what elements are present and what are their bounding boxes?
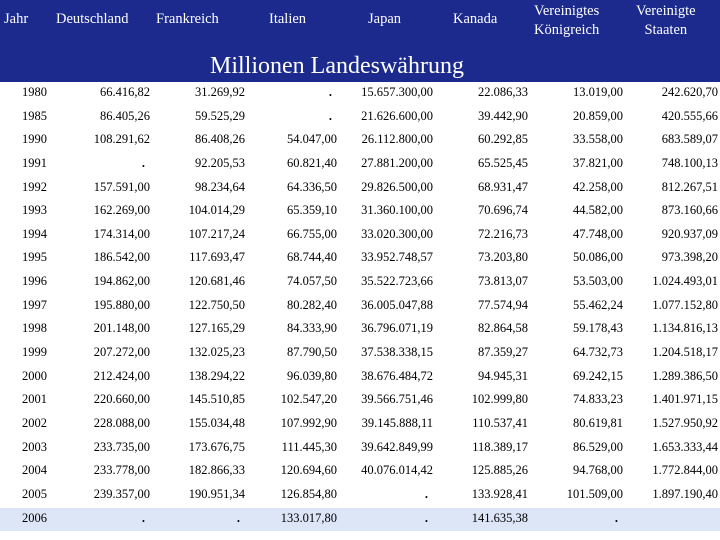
cell-japan: 26.112.800,00: [361, 132, 433, 147]
cell-vereinigtes-koenigreich: 44.582,00: [573, 203, 623, 218]
cell-japan: 15.657.300,00: [361, 85, 433, 99]
year-cell: 1992: [22, 179, 47, 194]
data-table: [0, 82, 720, 531]
cell-deutschland: 233.778,00: [93, 463, 150, 478]
cell-frankreich: 190.951,34: [188, 486, 245, 501]
table-row: [0, 508, 720, 532]
cell-italien: 87.790,50: [287, 345, 337, 360]
cell-vereinigte-staaten: 1.134.816,13: [652, 321, 718, 336]
cell-vereinigte-staaten: 1.204.518,17: [652, 345, 718, 360]
cell-vereinigte-staaten: 1.077.152,80: [652, 297, 718, 312]
year-cell: 1996: [22, 274, 47, 289]
cell-vereinigte-staaten: 1.289.386,50: [652, 368, 718, 383]
cell-italien: 84.333,90: [287, 321, 337, 336]
cell-deutschland: 66.416,82: [100, 85, 150, 99]
cell-japan: 39.145.888,11: [361, 415, 433, 430]
cell-kanada: 68.931,47: [478, 179, 528, 194]
table-row: [0, 224, 720, 248]
table-row: [0, 153, 720, 177]
cell-vereinigtes-koenigreich: 86.529,00: [573, 439, 623, 454]
cell-kanada: 72.216,73: [478, 226, 528, 241]
cell-kanada: 82.864,58: [478, 321, 528, 336]
year-cell: 1999: [22, 345, 47, 360]
table-row: [0, 342, 720, 366]
cell-deutschland: 233.735,00: [93, 439, 150, 454]
cell-frankreich: 59.525,29: [195, 108, 245, 123]
year-cell: 1998: [22, 321, 47, 336]
year-cell: 1991: [22, 155, 47, 170]
cell-vereinigte-staaten: 683.589,07: [661, 132, 718, 147]
cell-frankreich: 86.408,26: [195, 132, 245, 147]
cell-frankreich: 120.681,46: [188, 274, 245, 289]
cell-vereinigte-staaten: 1.653.333,44: [652, 439, 718, 454]
cell-deutschland: 108.291,62: [93, 132, 150, 147]
year-cell: 2003: [22, 439, 47, 454]
year-cell: 1985: [22, 108, 47, 123]
cell-italien: 111.445,30: [281, 439, 337, 454]
cell-italien: 80.282,40: [287, 297, 337, 312]
year-cell: 2004: [22, 463, 47, 478]
year-cell: 1993: [22, 203, 47, 218]
header-japan: Japan: [368, 11, 402, 27]
cell-italien: 126.854,80: [280, 486, 337, 501]
cell-deutschland: 207.272,00: [93, 345, 150, 360]
header-vereinigtes-koenigreich: [534, 2, 599, 40]
table-row: [0, 460, 720, 484]
cell-vereinigtes-koenigreich: 59.178,43: [573, 321, 623, 336]
cell-italien: 107.992,90: [280, 415, 337, 430]
cell-vereinigtes-koenigreich: 101.509,00: [566, 486, 623, 501]
cell-italien: 54.047,00: [287, 132, 337, 147]
cell-kanada: 22.086,33: [478, 85, 528, 99]
table-row: [0, 413, 720, 437]
cell-vereinigte-staaten: 242.620,70: [661, 85, 718, 99]
cell-italien: 65.359,10: [287, 203, 337, 218]
cell-italien: 133.017,80: [280, 510, 337, 525]
cell-frankreich: 155.034,48: [188, 415, 245, 430]
cell-kanada: 87.359,27: [478, 345, 528, 360]
cell-deutschland: 228.088,00: [93, 415, 150, 430]
cell-frankreich: 173.676,75: [188, 439, 245, 454]
cell-vereinigtes-koenigreich: 20.859,00: [573, 108, 623, 123]
cell-kanada: 110.537,41: [472, 415, 528, 430]
year-cell: 2002: [22, 415, 47, 430]
cell-vereinigtes-koenigreich: 94.768,00: [573, 463, 623, 478]
cell-japan: .: [424, 510, 428, 525]
cell-frankreich: 145.510,85: [188, 392, 245, 407]
cell-vereinigtes-koenigreich: 53.503,00: [573, 274, 623, 289]
cell-japan: 21.626.600,00: [361, 108, 433, 123]
cell-italien: 120.694,60: [280, 463, 337, 478]
cell-japan: 33.020.300,00: [361, 226, 433, 241]
cell-italien: 68.744,40: [287, 250, 337, 265]
cell-kanada: 70.696,74: [478, 203, 528, 218]
cell-vereinigte-staaten: 973.398,20: [661, 250, 718, 265]
table-row: [0, 271, 720, 295]
cell-kanada: 133.928,41: [471, 486, 528, 501]
cell-italien: 64.336,50: [287, 179, 337, 194]
year-cell: 1980: [22, 85, 47, 99]
cell-japan: 37.538.338,15: [361, 345, 433, 360]
cell-vereinigte-staaten: 1.897.190,40: [652, 486, 718, 501]
year-cell: 2001: [22, 392, 47, 407]
cell-japan: 36.005.047,88: [361, 297, 433, 312]
cell-kanada: 125.885,26: [471, 463, 528, 478]
cell-deutschland: 195.880,00: [93, 297, 150, 312]
cell-deutschland: 239.357,00: [93, 486, 150, 501]
cell-italien: 60.821,40: [287, 155, 337, 170]
table-row: [0, 484, 720, 508]
cell-deutschland: 220.660,00: [93, 392, 150, 407]
cell-italien: 102.547,20: [280, 392, 337, 407]
cell-frankreich: 98.234,64: [195, 179, 245, 194]
cell-japan: 29.826.500,00: [361, 179, 433, 194]
cell-vereinigte-staaten: 1.401.971,15: [652, 392, 718, 407]
cell-deutschland: 157.591,00: [93, 179, 150, 194]
cell-kanada: 118.389,17: [472, 439, 528, 454]
cell-kanada: 65.525,45: [478, 155, 528, 170]
year-cell: 1990: [22, 132, 47, 147]
cell-kanada: 94.945,31: [478, 368, 528, 383]
header-year: Jahr: [4, 11, 29, 27]
cell-japan: 40.076.014,42: [361, 463, 433, 478]
cell-japan: 31.360.100,00: [361, 203, 433, 218]
cell-vereinigtes-koenigreich: 42.258,00: [573, 179, 623, 194]
cell-frankreich: 132.025,23: [188, 345, 245, 360]
cell-frankreich: 107.217,24: [188, 226, 245, 241]
cell-deutschland: 201.148,00: [93, 321, 150, 336]
table-row: [0, 129, 720, 153]
cell-kanada: 77.574,94: [478, 297, 528, 312]
table-row: [0, 295, 720, 319]
cell-japan: 36.796.071,19: [361, 321, 433, 336]
table-row: [0, 389, 720, 413]
cell-deutschland: 186.542,00: [93, 250, 150, 265]
cell-vereinigte-staaten: 1.527.950,92: [652, 415, 718, 430]
cell-japan: 33.952.748,57: [361, 250, 433, 265]
cell-frankreich: 92.205,53: [195, 155, 245, 170]
cell-vereinigte-staaten: 920.937,09: [661, 226, 718, 241]
cell-frankreich: 122.750,50: [188, 297, 245, 312]
cell-deutschland: .: [141, 155, 145, 170]
cell-frankreich: .: [236, 510, 240, 525]
cell-japan: 39.642.849,99: [361, 439, 433, 454]
cell-frankreich: 138.294,22: [188, 368, 245, 383]
table-row: [0, 200, 720, 224]
table-row: [0, 366, 720, 390]
cell-japan: 39.566.751,46: [361, 392, 433, 407]
year-cell: 2005: [22, 486, 47, 501]
cell-vereinigtes-koenigreich: 37.821,00: [573, 155, 623, 170]
cell-frankreich: 182.866,33: [188, 463, 245, 478]
cell-vereinigte-staaten: 873.160,66: [661, 203, 718, 218]
table-row: [0, 437, 720, 461]
cell-kanada: 73.813,07: [478, 274, 528, 289]
cell-kanada: 60.292,85: [478, 132, 528, 147]
cell-vereinigte-staaten: 748.100,13: [661, 155, 718, 170]
cell-japan: 38.676.484,72: [361, 368, 433, 383]
table-row: [0, 318, 720, 342]
cell-vereinigtes-koenigreich: 50.086,00: [573, 250, 623, 265]
cell-kanada: 102.999,80: [471, 392, 528, 407]
year-cell: 1994: [22, 226, 47, 241]
cell-frankreich: 127.165,29: [188, 321, 245, 336]
cell-vereinigtes-koenigreich: 69.242,15: [573, 368, 623, 383]
cell-japan: .: [424, 486, 428, 501]
cell-vereinigte-staaten: 812.267,51: [661, 179, 718, 194]
cell-vereinigtes-koenigreich: 64.732,73: [573, 345, 623, 360]
cell-vereinigtes-koenigreich: 33.558,00: [573, 132, 623, 147]
cell-vereinigte-staaten: 1.024.493,01: [652, 274, 718, 289]
header-kanada: Kanada: [453, 11, 498, 27]
unit-label: Millionen Landeswährung: [210, 53, 464, 79]
cell-deutschland: 174.314,00: [93, 226, 150, 241]
cell-deutschland: 162.269,00: [93, 203, 150, 218]
cell-vereinigtes-koenigreich: 13.019,00: [573, 85, 623, 99]
cell-italien: 74.057,50: [287, 274, 337, 289]
header-usa-line1: Vereinigte: [636, 3, 696, 19]
cell-vereinigte-staaten: 420.555,66: [661, 108, 718, 123]
cell-vereinigtes-koenigreich: 47.748,00: [573, 226, 623, 241]
table-row: [0, 247, 720, 271]
cell-japan: 27.881.200,00: [361, 155, 433, 170]
cell-deutschland: 194.862,00: [93, 274, 150, 289]
header-usa-line2: Staaten: [644, 22, 688, 38]
cell-kanada: 39.442,90: [478, 108, 528, 123]
table-row: [0, 106, 720, 130]
header-vereinigte-staaten: [636, 2, 696, 40]
cell-italien: .: [328, 108, 332, 123]
header-deutschland: Deutschland: [56, 11, 129, 27]
cell-vereinigtes-koenigreich: 74.833,23: [573, 392, 623, 407]
year-cell: 1995: [22, 250, 47, 265]
table-header: [0, 0, 720, 82]
table-row: [0, 177, 720, 201]
header-italien: Italien: [269, 11, 307, 27]
header-frankreich: Frankreich: [156, 11, 219, 27]
cell-japan: 35.522.723,66: [361, 274, 433, 289]
header-vk-line2: Königreich: [534, 22, 600, 38]
year-cell: 2006: [22, 510, 47, 525]
cell-vereinigtes-koenigreich: 80.619,81: [573, 415, 623, 430]
cell-vereinigtes-koenigreich: .: [614, 510, 618, 525]
year-cell: 2000: [22, 368, 47, 383]
cell-frankreich: 117.693,47: [189, 250, 245, 265]
cell-vereinigtes-koenigreich: 55.462,24: [573, 297, 623, 312]
cell-deutschland: 212.424,00: [93, 368, 150, 383]
cell-italien: .: [328, 85, 332, 99]
cell-deutschland: 86.405,26: [100, 108, 150, 123]
cell-frankreich: 104.014,29: [188, 203, 245, 218]
cell-frankreich: 31.269,92: [195, 85, 245, 99]
cell-italien: 66.755,00: [287, 226, 337, 241]
year-cell: 1997: [22, 297, 47, 312]
cell-deutschland: .: [141, 510, 145, 525]
cell-kanada: 73.203,80: [478, 250, 528, 265]
cell-kanada: 141.635,38: [471, 510, 528, 525]
cell-italien: 96.039,80: [287, 368, 337, 383]
table-row: [0, 82, 720, 106]
cell-vereinigte-staaten: 1.772.844,00: [652, 463, 718, 478]
header-vk-line1: Vereinigtes: [534, 3, 600, 19]
